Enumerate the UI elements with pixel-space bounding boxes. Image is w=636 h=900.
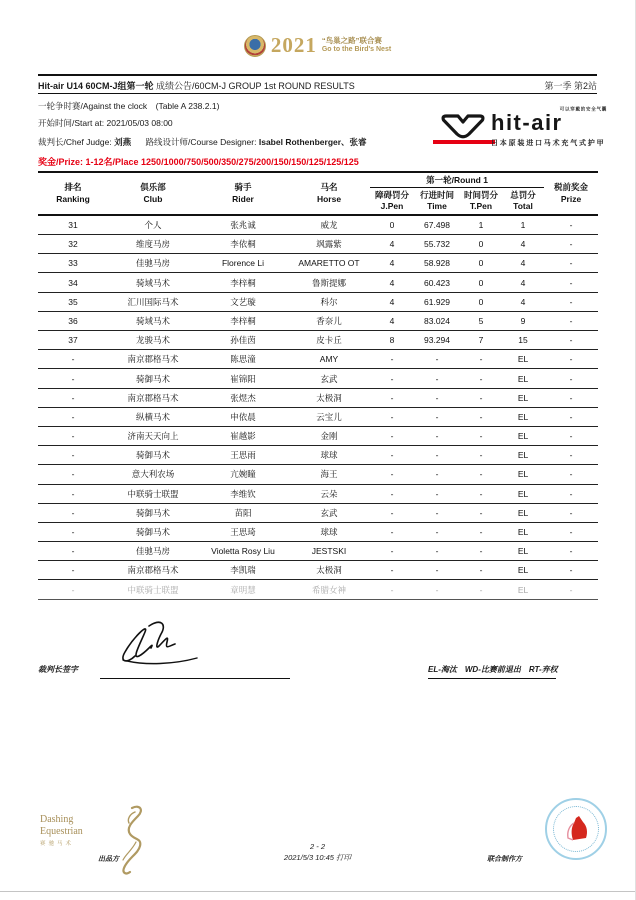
table-cell: 香奈儿 <box>288 311 370 330</box>
col-header-round1: 第一轮/Round 1 <box>370 172 544 188</box>
table-cell: - <box>544 215 598 234</box>
table-cell: - <box>38 426 108 445</box>
event-logo <box>0 33 635 58</box>
table-cell: 1 <box>460 215 502 234</box>
table-cell: - <box>38 350 108 369</box>
col-header-horse-en: Horse <box>316 193 342 204</box>
table-cell: 0 <box>460 235 502 254</box>
results-table <box>38 171 598 600</box>
table-cell: 4 <box>502 292 544 311</box>
table-row <box>38 311 598 330</box>
table-cell: 4 <box>370 311 414 330</box>
logo-text <box>322 37 391 54</box>
table-cell: - <box>544 388 598 407</box>
col-header-total <box>502 188 544 215</box>
table-row <box>38 542 598 561</box>
table-cell: EL <box>502 580 544 599</box>
table-cell: - <box>370 426 414 445</box>
table-cell: 陈思潼 <box>198 350 288 369</box>
table-cell: - <box>414 542 460 561</box>
season-badge: 第一季 第2站 <box>544 81 597 91</box>
table-cell: 亢婉瞳 <box>198 465 288 484</box>
table-cell: AMARETTO OT <box>288 254 370 273</box>
table-cell: 云朵 <box>288 484 370 503</box>
table-cell: 苗阳 <box>198 503 288 522</box>
table-cell: - <box>414 369 460 388</box>
table-cell: - <box>544 542 598 561</box>
prize-line: 奖金/Prize: 1-12名/Place 1250/1000/750/500/350/275/200/150/150/125/125/125 <box>38 157 359 167</box>
table-cell: - <box>544 484 598 503</box>
table-cell: 李凯瑞 <box>198 561 288 580</box>
table-cell: 佳驰马房 <box>108 542 198 561</box>
table-cell: - <box>544 446 598 465</box>
divider-top <box>38 74 597 76</box>
table-cell: 飒露紫 <box>288 235 370 254</box>
table-cell: 骑域马术 <box>108 273 198 292</box>
table-cell: 意大利农场 <box>108 465 198 484</box>
table-row <box>38 273 598 292</box>
col-header-horse <box>288 172 370 215</box>
table-cell: 35 <box>38 292 108 311</box>
dashing-horse-icon <box>102 802 150 877</box>
table-cell: - <box>38 561 108 580</box>
table-cell: 61.929 <box>414 292 460 311</box>
hitair-tagline-bottom: 日本原装进口马术充气式护甲 <box>491 140 606 147</box>
table-cell: 玄武 <box>288 369 370 388</box>
table-cell: 55.732 <box>414 235 460 254</box>
table-cell: - <box>414 350 460 369</box>
divider-under-title <box>38 93 597 94</box>
table-cell: 0 <box>370 215 414 234</box>
print-time: 2021/5/3 10:45 打印 <box>283 853 352 863</box>
table-cell: 60.423 <box>414 273 460 292</box>
table-cell: 汇川国际马术 <box>108 292 198 311</box>
hitair-collar-icon <box>439 112 487 142</box>
col-header-jpen-cn: 障碍罚分 <box>374 189 409 200</box>
logo-line2: Go to the Bird's Nest <box>321 45 392 53</box>
table-cell: 0 <box>460 273 502 292</box>
table-cell: 李依桐 <box>198 235 288 254</box>
table-cell: 球球 <box>288 446 370 465</box>
table-cell: - <box>460 388 502 407</box>
table-cell: - <box>414 503 460 522</box>
dashing-equestrian-logo <box>40 802 150 877</box>
table-cell: - <box>370 465 414 484</box>
table-cell: - <box>38 542 108 561</box>
table-row <box>38 561 598 580</box>
table-cell: - <box>370 388 414 407</box>
table-cell: 4 <box>370 254 414 273</box>
table-cell: - <box>370 446 414 465</box>
table-cell: - <box>370 407 414 426</box>
table-cell: EL <box>502 561 544 580</box>
table-cell: 崔越影 <box>198 426 288 445</box>
table-cell: 文艺璇 <box>198 292 288 311</box>
col-header-tpen <box>460 188 502 215</box>
table-cell: - <box>370 561 414 580</box>
table-row <box>38 580 598 599</box>
table-row <box>38 254 598 273</box>
judges-line <box>38 136 367 148</box>
table-row <box>38 446 598 465</box>
table-row <box>38 465 598 484</box>
table-cell: - <box>414 522 460 541</box>
table-cell: EL <box>502 388 544 407</box>
table-cell: - <box>460 407 502 426</box>
table-cell: - <box>414 484 460 503</box>
judge-signature <box>105 616 215 674</box>
table-cell: - <box>370 369 414 388</box>
table-cell: 佳驰马房 <box>108 254 198 273</box>
col-header-rider <box>198 172 288 215</box>
results-table-header <box>38 172 598 215</box>
table-cell: - <box>460 503 502 522</box>
table-cell: 章明慧 <box>198 580 288 599</box>
col-header-rider-en: Rider <box>232 193 254 204</box>
table-cell: 维度马房 <box>108 235 198 254</box>
table-cell: - <box>414 388 460 407</box>
col-header-prize-cn: 税前奖金 <box>554 182 589 193</box>
result-legend-line <box>428 678 556 679</box>
co-producer-badge <box>545 798 607 860</box>
table-cell: 济南天天向上 <box>108 426 198 445</box>
table-cell: - <box>544 311 598 330</box>
table-cell: 太极洞 <box>288 388 370 407</box>
table-cell: - <box>414 561 460 580</box>
table-cell: 太极洞 <box>288 561 370 580</box>
table-cell: 0 <box>460 292 502 311</box>
table-cell: 4 <box>370 292 414 311</box>
col-header-jpen-en: J.Pen <box>380 201 404 212</box>
table-cell: 海王 <box>288 465 370 484</box>
col-header-prize <box>544 172 598 215</box>
table-cell: 67.498 <box>414 215 460 234</box>
table-row <box>38 369 598 388</box>
table-cell: JESTSKI <box>288 542 370 561</box>
table-cell: 15 <box>502 331 544 350</box>
table-cell: - <box>38 522 108 541</box>
col-header-ranking-cn: 排名 <box>64 182 82 193</box>
table-cell: - <box>370 542 414 561</box>
table-cell: 威龙 <box>288 215 370 234</box>
table-cell: EL <box>502 407 544 426</box>
table-cell: - <box>544 235 598 254</box>
col-header-rider-cn: 骑手 <box>234 182 252 193</box>
horse-head-icon <box>559 812 593 846</box>
page-title-bold: Hit-air U14 60CM-J组第一轮 <box>38 81 154 91</box>
table-cell: 8 <box>370 331 414 350</box>
table-cell: - <box>460 580 502 599</box>
table-cell: 93.294 <box>414 331 460 350</box>
table-cell: - <box>38 484 108 503</box>
table-cell: - <box>460 465 502 484</box>
table-cell: - <box>38 369 108 388</box>
table-cell: - <box>460 369 502 388</box>
table-cell: - <box>38 580 108 599</box>
table-cell: - <box>414 580 460 599</box>
table-cell: 科尔 <box>288 292 370 311</box>
table-cell: 李梓桐 <box>198 311 288 330</box>
table-cell: EL <box>502 426 544 445</box>
col-header-total-en: Total <box>513 201 533 212</box>
page-info <box>0 841 635 864</box>
table-cell: Florence Li <box>198 254 288 273</box>
table-cell: - <box>544 522 598 541</box>
table-row <box>38 388 598 407</box>
table-cell: 申依晨 <box>198 407 288 426</box>
page-title <box>38 79 355 92</box>
table-cell: 崔锦阳 <box>198 369 288 388</box>
table-cell: - <box>544 426 598 445</box>
table-cell: 鲁斯提娜 <box>288 273 370 292</box>
table-cell: 孙佳茵 <box>198 331 288 350</box>
table-cell: 王思雨 <box>198 446 288 465</box>
col-header-prize-en: Prize <box>560 193 582 204</box>
designer-name: Isabel Rothenberger、张睿 <box>258 137 367 147</box>
table-row <box>38 503 598 522</box>
table-row <box>38 407 598 426</box>
page-number: 2 - 2 <box>309 842 325 851</box>
dashing-cn: 赛驰马术 <box>40 841 75 847</box>
table-cell: - <box>460 446 502 465</box>
table-cell: 4 <box>502 254 544 273</box>
table-row <box>38 484 598 503</box>
table-cell: 王思琦 <box>198 522 288 541</box>
table-cell: - <box>544 580 598 599</box>
table-cell: 1 <box>502 215 544 234</box>
table-cell: 4 <box>502 235 544 254</box>
table-cell: - <box>460 542 502 561</box>
table-cell: 骑域马术 <box>108 311 198 330</box>
col-header-ranking-en: Ranking <box>56 193 90 204</box>
dashing-line1: Dashing <box>40 814 74 825</box>
col-header-club-en: Club <box>143 193 163 204</box>
table-cell: EL <box>502 369 544 388</box>
judge-signature-line <box>100 678 290 679</box>
table-cell: 骑御马术 <box>108 503 198 522</box>
logo-line1: “鸟巢之路”联合赛 <box>321 36 382 46</box>
table-cell: AMY <box>288 350 370 369</box>
dashing-line2: Equestrian <box>40 826 83 837</box>
page-title-rest: 成绩公告/60CM-J GROUP 1st ROUND RESULTS <box>156 81 355 91</box>
table-cell: EL <box>502 350 544 369</box>
table-cell: - <box>544 369 598 388</box>
table-row <box>38 235 598 254</box>
judge-label: 裁判长/Chef Judge: <box>38 137 112 147</box>
table-row <box>38 350 598 369</box>
logo-year: 2021 <box>270 33 317 57</box>
table-cell: - <box>38 446 108 465</box>
col-header-time-cn: 行进时间 <box>419 189 454 200</box>
producer-label: 出品方 <box>98 856 119 863</box>
result-legend: EL-淘汰 WD-比赛前退出 RT-弃权 <box>428 665 558 674</box>
table-cell: 玄武 <box>288 503 370 522</box>
co-producer-label: 联合制作方 <box>487 856 522 863</box>
col-header-tpen-cn: 时间罚分 <box>463 189 498 200</box>
table-cell: 纵横马术 <box>108 407 198 426</box>
table-cell: 金刚 <box>288 426 370 445</box>
table-cell: - <box>38 407 108 426</box>
table-cell: 31 <box>38 215 108 234</box>
table-cell: 张煜杰 <box>198 388 288 407</box>
designer-label: 路线设计师/Course Designer: <box>145 137 257 147</box>
table-row <box>38 426 598 445</box>
table-cell: - <box>414 426 460 445</box>
table-cell: 7 <box>460 331 502 350</box>
table-cell: - <box>544 273 598 292</box>
col-header-horse-cn: 马名 <box>320 182 338 193</box>
table-cell: - <box>460 484 502 503</box>
table-cell: - <box>544 465 598 484</box>
col-header-ranking <box>38 172 108 215</box>
table-cell: - <box>38 388 108 407</box>
scan-edge <box>0 891 635 892</box>
hitair-tagline-top: 可以穿戴的安全气囊 <box>559 107 607 112</box>
table-cell: 4 <box>502 273 544 292</box>
table-cell: 36 <box>38 311 108 330</box>
hitair-red-bar <box>433 140 495 144</box>
table-cell: - <box>370 503 414 522</box>
table-cell: 34 <box>38 273 108 292</box>
table-cell: 32 <box>38 235 108 254</box>
judge-signature-label: 裁判长签字 <box>38 665 78 674</box>
table-cell: 骑御马术 <box>108 446 198 465</box>
col-header-jpen <box>370 188 414 215</box>
table-cell: - <box>544 561 598 580</box>
table-cell: - <box>544 254 598 273</box>
table-cell: - <box>414 446 460 465</box>
table-row <box>38 331 598 350</box>
table-cell: EL <box>502 446 544 465</box>
table-cell: 南京郡格马术 <box>108 561 198 580</box>
table-cell: EL <box>502 484 544 503</box>
title-row <box>38 79 597 92</box>
table-cell: 球球 <box>288 522 370 541</box>
judge-name: 刘燕 <box>114 137 132 147</box>
table-cell: - <box>414 465 460 484</box>
table-cell: 李维钦 <box>198 484 288 503</box>
table-cell: - <box>370 522 414 541</box>
table-cell: - <box>544 331 598 350</box>
table-cell: - <box>370 484 414 503</box>
table-cell: - <box>370 580 414 599</box>
table-cell: 37 <box>38 331 108 350</box>
table-cell: - <box>460 350 502 369</box>
table-cell: EL <box>502 503 544 522</box>
table-cell: 33 <box>38 254 108 273</box>
table-cell: EL <box>502 465 544 484</box>
table-cell: - <box>460 426 502 445</box>
table-row <box>38 292 598 311</box>
event-emblem-icon <box>244 35 266 57</box>
table-cell: 张兆诚 <box>198 215 288 234</box>
table-cell: - <box>460 522 502 541</box>
table-cell: Violetta Rosy Liu <box>198 542 288 561</box>
table-cell: 皮卡丘 <box>288 331 370 350</box>
hitair-wordmark: hit-air <box>491 110 563 135</box>
table-cell: - <box>414 407 460 426</box>
table-row <box>38 522 598 541</box>
table-row <box>38 215 598 234</box>
table-cell: 0 <box>460 254 502 273</box>
col-header-total-cn: 总罚分 <box>510 189 536 200</box>
table-cell: 个人 <box>108 215 198 234</box>
table-cell: 南京郡格马术 <box>108 350 198 369</box>
table-cell: 骑御马术 <box>108 369 198 388</box>
co-producer-badge-ring <box>553 806 599 852</box>
table-cell: 骑御马术 <box>108 522 198 541</box>
table-cell: 希腊女神 <box>288 580 370 599</box>
table-cell: EL <box>502 522 544 541</box>
table-cell: 中联骑士联盟 <box>108 580 198 599</box>
table-cell: - <box>544 503 598 522</box>
table-cell: 83.024 <box>414 311 460 330</box>
table-cell: 李梓桐 <box>198 273 288 292</box>
col-header-tpen-en: T.Pen <box>469 201 493 212</box>
table-cell: - <box>544 292 598 311</box>
col-header-time-en: Time <box>427 201 447 212</box>
table-cell: 中联骑士联盟 <box>108 484 198 503</box>
table-cell: 4 <box>370 273 414 292</box>
table-cell: 9 <box>502 311 544 330</box>
table-cell: - <box>544 350 598 369</box>
table-cell: - <box>460 561 502 580</box>
hitair-logo <box>433 104 609 152</box>
table-cell: - <box>370 350 414 369</box>
start-time: 开始时间/Start at: 2021/05/03 08:00 <box>38 118 173 128</box>
table-cell: - <box>38 465 108 484</box>
table-cell: EL <box>502 542 544 561</box>
table-cell: 云宝儿 <box>288 407 370 426</box>
table-cell: 58.928 <box>414 254 460 273</box>
table-cell: - <box>38 503 108 522</box>
col-header-time <box>414 188 460 215</box>
table-cell: - <box>544 407 598 426</box>
table-cell: 龙骏马术 <box>108 331 198 350</box>
round-type: 一轮争时赛/Against the clock (Table A 238.2.1) <box>38 101 220 111</box>
col-header-club <box>108 172 198 215</box>
results-table-body <box>38 215 598 599</box>
table-cell: 南京郡格马术 <box>108 388 198 407</box>
table-cell: 5 <box>460 311 502 330</box>
col-header-club-cn: 俱乐部 <box>140 182 166 193</box>
table-cell: 4 <box>370 235 414 254</box>
